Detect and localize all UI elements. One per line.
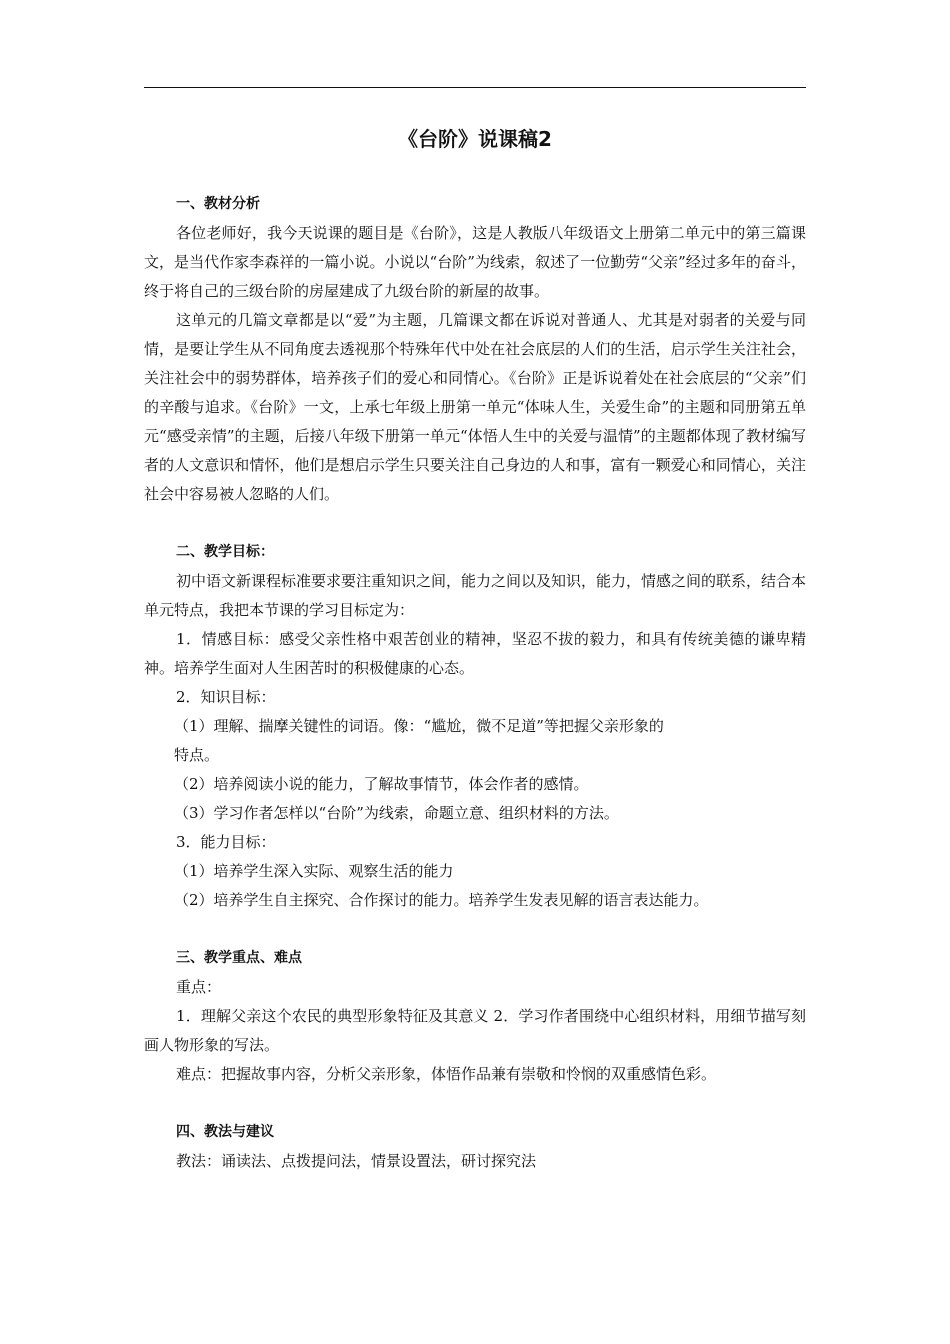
paragraph: 1．理解父亲这个农民的典型形象特征及其意义 2．学习作者围绕中心组织材料，用细节描写刻画人物形象的写法。 [144,1007,806,1054]
paragraph: 各位老师好，我今天说课的题目是《台阶》，这是人教版八年级语文上册第二单元中的第三篇课文，是当代作家李森祥的一篇小说。小说以“台阶”为线索，叙述了一位勤劳“父亲”经过多年的奋斗，终于将自己的三级台阶的房屋建成了九级台阶的新屋的故事。 [144,224,806,300]
spacer [144,509,806,538]
list-item: 特点。 [174,746,220,764]
list-item: 2．知识目标： [176,688,276,706]
paragraph: 教法：诵读法、点拨提问法，情景设置法，研讨探究法 [176,1152,537,1170]
paragraph: 难点：把握故事内容，分析父亲形象，体悟作品兼有崇敬和怜悯的双重感情色彩。 [176,1065,717,1083]
header-rule [144,87,806,88]
section-heading-3: 三、教学重点、难点 [176,950,302,966]
paragraph: 重点： [176,978,222,996]
list-item: （1）理解、揣摩关键性的词语。像：“尴尬，微不足道”等把握父亲形象的 [174,717,664,735]
list-item: 3．能力目标： [176,833,276,851]
paragraph: 1．情感目标：感受父亲性格中艰苦创业的精神，坚忍不拔的毅力，和具有传统美德的谦卑精神。培养学生面对人生困苦时的积极健康的心态。 [144,630,806,677]
page-title: 《台阶》说课稿2 [398,127,552,151]
list-item: （2）培养学生自主探究、合作探讨的能力。培养学生发表见解的语言表达能力。 [174,891,709,909]
paragraph: 初中语文新课程标准要求要注重知识之间，能力之间以及知识，能力，情感之间的联系，结合本单元特点，我把本节课的学习目标定为： [144,572,807,619]
section-heading-1: 一、教材分析 [176,196,260,212]
section-heading-4: 四、教法与建议 [176,1124,274,1140]
paragraph: 这单元的几篇文章都是以“爱”为主题，几篇课文都在诉说对普通人、尤其是对弱者的关爱与同情，是要让学生从不同角度去透视那个特殊年代中处在社会底层的人们的生活，启示学生关注社会，关注社会中的弱势群体，培养孩子们的爱心和同情心。《台阶》正是诉说着处在社会底层的“父亲”们的辛酸与追求。《台阶》一文，上承七年级上册第一单元“体味人生，关爱生命”的主题和同册第五单元“感受亲情”的主题，后接八年级下册第一单元“体悟人生中的关爱与温情”的主题都体现了教材编写者的人文意识和情怀，他们是想启示学生只要关注自己身边的人和事，富有一颗爱心和同情心，关注社会中容易被人忽略的人们。 [144,311,806,503]
spacer [144,915,806,944]
document-body [144,190,806,1176]
list-item: （1）培养学生深入实际、观察生活的能力 [174,862,454,880]
list-item: （2）培养阅读小说的能力，了解故事情节，体会作者的感情。 [174,775,589,793]
spacer [144,1089,806,1118]
list-item: （3）学习作者怎样以“台阶”为线索，命题立意、组织材料的方法。 [174,804,619,822]
section-heading-2: 二、教学目标： [176,544,274,560]
